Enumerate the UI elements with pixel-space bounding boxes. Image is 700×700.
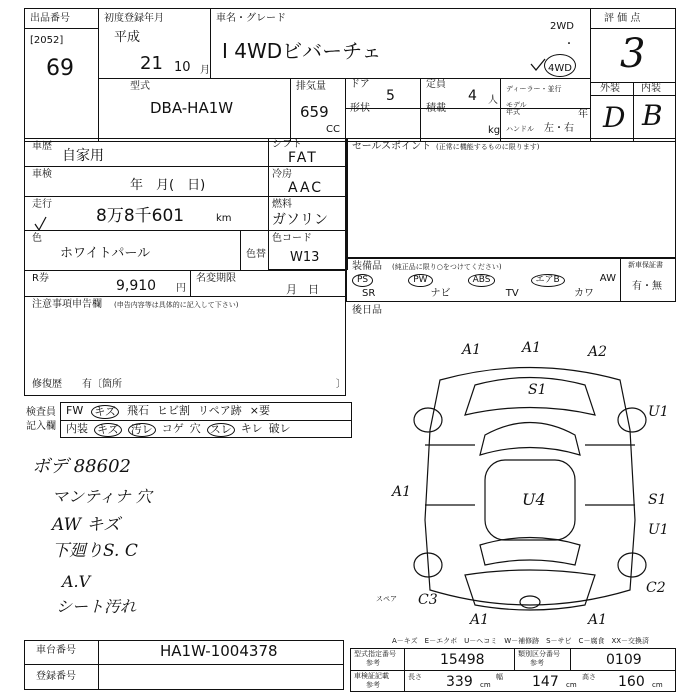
length-unit: cm [480, 681, 491, 689]
inspector-replace: ×要 [249, 404, 270, 417]
fuel-value: ガソリン [272, 212, 328, 228]
r-label: R券 [32, 273, 49, 284]
drive-4wd-circle [544, 54, 576, 77]
equip-tv: TV [505, 288, 519, 299]
notes-label: 注意事項申告欄 [32, 299, 102, 310]
color-value: ホワイトパール [60, 246, 151, 261]
reg-label: 登録番号 [36, 671, 76, 682]
sales-point-hint: (正常に機能するものに限ります) [436, 143, 540, 151]
inspector-dirt: 汚レ [128, 423, 156, 437]
lot-label: 出品番号 [30, 13, 70, 24]
inspector-fw: FW [66, 404, 84, 417]
mileage-unit: km [216, 213, 232, 224]
reg-year: 21 [140, 53, 163, 74]
load-label: 積載 [426, 103, 446, 114]
mark-a1-front: A1 [522, 340, 542, 356]
width-label: 幅 [496, 673, 503, 681]
first-reg-label: 初度登録年月 [104, 13, 164, 24]
mark-c3-left-rear: C3 [418, 592, 438, 608]
note-aw: AW キズ [52, 515, 121, 535]
exterior-grade: D [603, 101, 626, 134]
mileage-value: 8万8千601 [96, 206, 185, 226]
inspection-value: 年 月( 日) [130, 178, 206, 193]
year-unit: 年 [578, 109, 588, 120]
mark-u4-roof: U4 [522, 490, 546, 509]
ac-label: 冷房 [272, 169, 292, 180]
height-unit: cm [652, 681, 663, 689]
history-label: 車歴 [32, 141, 52, 152]
inspector-tear: キレ [240, 422, 263, 435]
mark-s1-front: S1 [528, 382, 547, 398]
width-unit: cm [566, 681, 577, 689]
displacement-unit: CC [326, 124, 340, 135]
model-spec-ref: 参考 [366, 659, 380, 667]
inspector-repair: リペア跡 [198, 404, 242, 417]
shift-value: FAT [288, 150, 318, 166]
color-label: 色 [32, 233, 42, 244]
inspector-crack: ヒビ割 [157, 404, 190, 417]
mark-s1-right: S1 [648, 492, 667, 508]
fuel-label: 燃料 [272, 199, 292, 210]
repair-close-bracket: 〕 [336, 379, 346, 390]
score-value: 3 [620, 31, 646, 77]
length-value: 339 [446, 674, 473, 690]
height-value: 160 [618, 674, 645, 690]
model-year-label: モデル年式 [506, 101, 527, 116]
displacement-value: 659 [300, 103, 329, 121]
check-mark-icon [530, 58, 546, 72]
era: 平成 [114, 30, 141, 45]
handle-label: ハンドル [506, 125, 534, 133]
doors-label: ドア [350, 79, 370, 90]
capacity-value: 4 [468, 88, 477, 104]
color-code-value: W13 [290, 250, 320, 265]
exterior-label: 外装 [600, 83, 620, 94]
equip-airbag: エアB [531, 274, 565, 287]
history-value: 自家用 [62, 148, 104, 164]
reg-month: 10 [174, 60, 191, 75]
note-av: A.V [62, 572, 91, 591]
equip-sr: SR [362, 288, 376, 299]
drive-2wd: 2WD [550, 21, 574, 32]
drive-4wd: 4WD [548, 63, 572, 74]
score-label: 評 価 点 [604, 13, 641, 24]
drive-dot: ・ [564, 39, 574, 50]
repair-label: 修復歴 [32, 379, 62, 390]
note-underbody: 下廻りS. C [52, 541, 138, 561]
after-label: 後日品 [352, 305, 382, 316]
equip-navi: ナビ [430, 288, 451, 299]
height-label: 高さ [582, 673, 596, 681]
damage-legend: A－キズ E－エクボ U－ヘコミ W－補修跡 S－サビ C－腐食 XX－交換済 [392, 637, 650, 645]
sales-point-label: セールスポイント [352, 141, 432, 152]
class-ref: 参考 [530, 659, 544, 667]
capacity-label: 定員 [426, 79, 446, 90]
warranty-label: 新車保証書 [628, 261, 663, 269]
note-seat: シート汚れ [56, 597, 137, 616]
diagram-spare: スペア [376, 595, 397, 603]
length-label: 長さ [408, 673, 422, 681]
equip-pw: PW [408, 274, 432, 287]
note-body: ボデ 88602 [32, 456, 131, 477]
inspector-hole: 穴 [189, 422, 201, 435]
class-value: 0109 [606, 652, 642, 668]
handle-value: 左・右 [544, 123, 574, 134]
interior-grade: B [642, 99, 663, 132]
r-unit: 円 [176, 283, 186, 294]
inspection-label: 車検 [32, 169, 52, 180]
model-spec-label: 型式指定番号 [354, 650, 396, 658]
inspector-burn: コゲ [161, 422, 184, 435]
lot-code: [2052] [30, 35, 64, 46]
mark-c2-right-rear: C2 [646, 580, 666, 596]
warranty-value: 有・無 [632, 281, 662, 292]
equip-aw: AW [599, 273, 616, 284]
lot-number: 69 [46, 56, 74, 81]
equip-abs: ABS [468, 274, 496, 287]
model-spec-value: 15498 [440, 652, 485, 668]
r-value: 9,910 [116, 278, 157, 294]
inspector-label-2: 記入欄 [26, 421, 56, 432]
month-unit: 月 [200, 65, 210, 76]
inspector-label-1: 検査員 [26, 407, 56, 418]
interior-label: 内装 [641, 83, 661, 94]
mileage-label: 走行 [32, 199, 52, 210]
header-frame [24, 8, 676, 142]
equip-ps: PS [352, 274, 373, 287]
shape-label: 形状 [350, 103, 370, 114]
car-name-label: 車名・グレード [216, 13, 286, 24]
inspector-rip: 破レ [268, 422, 291, 435]
width-value: 147 [532, 674, 559, 690]
load-unit: kg [488, 125, 501, 136]
color-change-label: 色替 [246, 249, 266, 260]
chassis-label: 車台番号 [36, 645, 76, 656]
inspector-int-scratch: キズ [94, 423, 122, 437]
inspector-stone: 飛石 [127, 404, 149, 417]
mark-u1-right-front: U1 [648, 404, 669, 420]
mark-u1-right: U1 [648, 522, 669, 538]
inspector-scratch: キズ [91, 405, 119, 419]
doors-value: 5 [386, 88, 395, 104]
equip-label: 装備品 [352, 261, 382, 272]
model-value: DBA-HA1W [150, 99, 234, 117]
mark-a1-rear-right: A1 [588, 612, 608, 628]
dealer-label: ディーラー・並行 [506, 85, 562, 93]
dims-label: 車検証記載 [354, 672, 389, 680]
capacity-unit: 人 [488, 95, 498, 106]
mark-a1-left: A1 [392, 484, 412, 500]
inspector-wear: スレ [207, 423, 235, 437]
mark-a2-front-right: A2 [588, 344, 608, 360]
class-label: 類別区分番号 [518, 650, 560, 658]
shift-label: シフト [272, 139, 302, 150]
name-change-label: 名変期限 [196, 273, 236, 284]
notes-hint: (申告内容等は具体的に記入して下さい) [114, 301, 239, 309]
check-mark-icon [34, 216, 48, 232]
car-name: I 4WDビバーチェ [222, 39, 382, 63]
equip-hint: (純正品に限り○をつけてください) [392, 263, 502, 271]
model-label: 型式 [130, 81, 150, 92]
note-mantina: マンティナ 穴 [52, 487, 152, 506]
ac-value: AAC [288, 180, 324, 196]
sales-frame [346, 138, 676, 258]
dims-ref: 参考 [366, 681, 380, 689]
equip-leather: カワ [574, 288, 594, 299]
inspector-interior: 内装 [66, 422, 88, 435]
color-code-label: 色コード [272, 233, 312, 244]
displacement-label: 排気量 [296, 81, 326, 92]
repair-value: 有〔箇所 [82, 379, 122, 390]
mark-a1-rear-left: A1 [470, 612, 490, 628]
name-change-value: 月 日 [286, 283, 319, 296]
mark-a1-front-left: A1 [462, 342, 482, 358]
chassis-value: HA1W-1004378 [160, 642, 278, 660]
